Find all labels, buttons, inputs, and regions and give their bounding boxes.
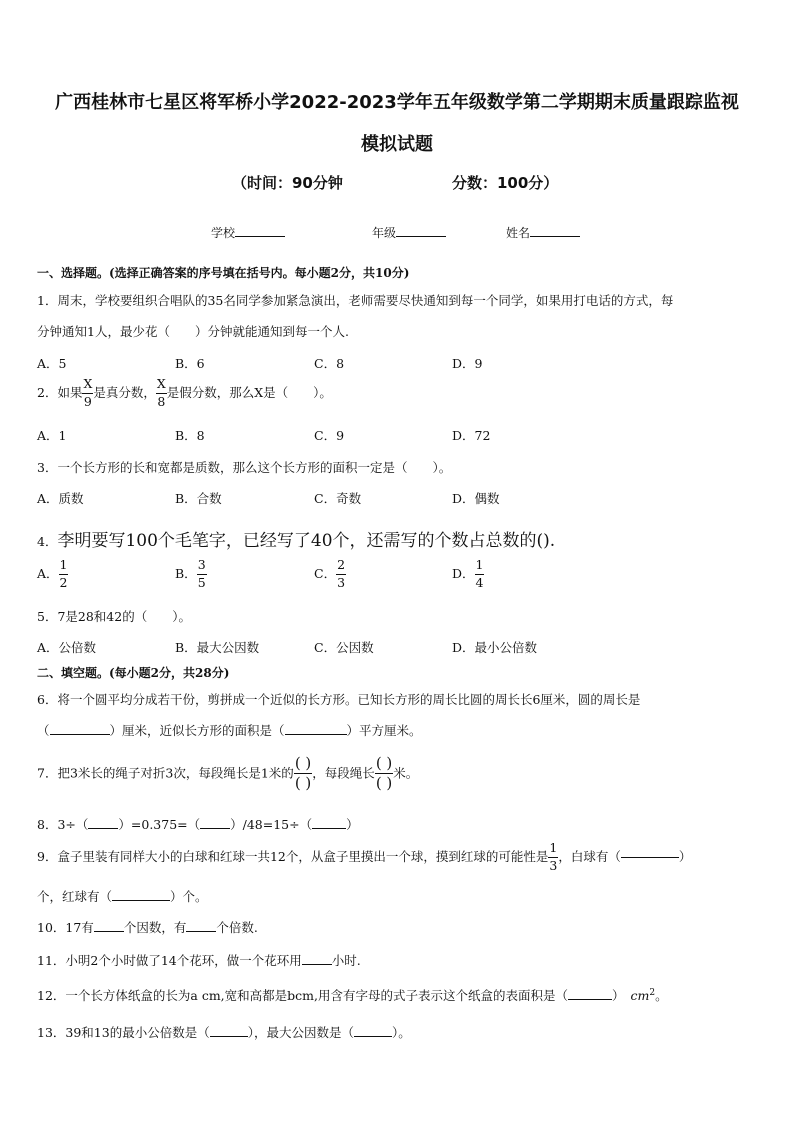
q2-fraction-2 [156, 378, 167, 408]
q6-line1: 6．将一个圆平均分成若干份，剪拼成一个近似的长方形。已知长方形的周长比圆的周长长6厘米，圆的周长是 [37, 692, 641, 707]
exam-title-line1: 广西桂林市七星区将军桥小学2022-2023学年五年级数学第二学期期末质量跟踪监视 [55, 92, 739, 113]
q1-option-b[interactable]: B．6 [175, 356, 205, 371]
q13-blank-1[interactable] [210, 1036, 248, 1037]
exam-title-line2: 模拟试题 [361, 134, 433, 155]
q4-a-num: 1 [59, 559, 69, 575]
q11-part-a: 11．小明2个小时做了14个花环，做一个花环用 [37, 953, 302, 968]
q3-option-a[interactable]: A．质数 [37, 491, 84, 506]
q2-f1-num: X [82, 378, 93, 394]
q1-option-c[interactable]: C．8 [314, 356, 345, 371]
grade-blank[interactable] [396, 236, 446, 237]
q9-blank-1[interactable] [621, 857, 679, 858]
name-blank[interactable] [530, 236, 580, 237]
exam-score: 分数：100分） [452, 174, 559, 192]
q10-blank-2[interactable] [186, 931, 216, 932]
q13-part-b: ），最大公因数是（ [247, 1025, 354, 1040]
q4-option-a[interactable] [37, 559, 68, 589]
q4-b-num: 3 [197, 559, 207, 575]
q7-fraction-1[interactable] [294, 756, 312, 791]
q8-part-a: 8．3÷（ [37, 817, 89, 832]
q6-paren-open: （ [37, 723, 50, 738]
q2-option-b[interactable]: B．8 [175, 428, 205, 443]
q7-f2-den: ( ) [375, 774, 393, 792]
q6-end: ）平方厘米。 [346, 723, 422, 738]
q7-f1-num: ( ) [294, 754, 312, 772]
q3-option-b[interactable]: B．合数 [175, 491, 222, 506]
name-label: 姓名 [506, 226, 531, 240]
q9-part-c: ） [678, 848, 692, 864]
q12-blank[interactable] [568, 999, 612, 1000]
q4-option-d-label: D． [452, 565, 475, 581]
q10-part-b: 个因数，有 [123, 920, 187, 935]
name-field [506, 224, 580, 241]
q4-number: 4． [37, 534, 58, 549]
q1-line2: 分钟通知1人，最少花（ ）分钟就能通知到每一个人. [37, 324, 349, 339]
school-field [211, 224, 285, 241]
q2-suffix: 是假分数，那么X是（ ）。 [166, 384, 332, 400]
q4-option-c-label: C． [314, 565, 337, 581]
q12-unit: cm [630, 988, 650, 1003]
q2-f2-den: 8 [157, 393, 166, 409]
grade-field [372, 224, 446, 241]
q2-fraction-1 [82, 378, 93, 408]
q5-option-a[interactable]: A．公倍数 [37, 640, 97, 655]
q13-blank-2[interactable] [354, 1036, 392, 1037]
q11-part-b: 小时. [331, 953, 361, 968]
q8-part-b: ）=0.375=（ [118, 817, 201, 832]
q12-end: 。 [655, 988, 668, 1003]
q4-d-den: 4 [475, 574, 484, 590]
q6-line2 [37, 721, 422, 739]
q9-part-a: 9．盒子里装有同样大小的白球和红球一共12个，从盒子里摸出一个球，摸到红球的可能性是 [37, 848, 549, 864]
q6-blank-2[interactable] [285, 734, 347, 735]
q9-blank-2[interactable] [112, 900, 170, 901]
q13-stem [37, 1023, 411, 1041]
q12-part-b: ） [612, 988, 625, 1003]
q10-part-c: 个倍数. [216, 920, 258, 935]
q4-c-den: 3 [337, 574, 346, 590]
q1-option-a[interactable]: A．5 [37, 356, 67, 371]
q3-option-d[interactable]: D．偶数 [452, 491, 500, 506]
q11-stem [37, 951, 361, 969]
q10-part-a: 10．17有 [37, 920, 94, 935]
q4-text: 李明要写100个毛笔字，已经写了40个，还需写的个数占总数的(). [57, 531, 556, 551]
q5-option-d[interactable]: D．最小公倍数 [452, 640, 538, 655]
q7-f1-den: ( ) [294, 774, 312, 792]
q9-f-num: 1 [548, 842, 558, 858]
q2-option-a[interactable]: A．1 [37, 428, 67, 443]
q9-line2 [37, 887, 208, 905]
q7-fraction-2[interactable] [375, 756, 393, 791]
q4-option-b-label: B． [175, 565, 197, 581]
q3-stem: 3．一个长方形的长和宽都是质数，那么这个长方形的面积一定是（ ）。 [37, 460, 452, 475]
q8-stem [37, 815, 359, 833]
q7-f2-num: ( ) [375, 754, 393, 772]
q1-option-d[interactable]: D．9 [452, 356, 483, 371]
q3-option-c[interactable]: C．奇数 [314, 491, 362, 506]
q4-option-a-fraction [59, 559, 69, 589]
q12-unit-exponent: 2 [649, 987, 656, 998]
q5-option-c[interactable]: C．公因数 [314, 640, 374, 655]
q8-part-d: ） [346, 817, 359, 832]
q9-part-b: ，白球有（ [558, 848, 621, 864]
q4-d-num: 1 [475, 559, 485, 575]
q13-part-c: ）。 [391, 1025, 411, 1040]
q11-blank[interactable] [302, 964, 332, 965]
q4-option-d[interactable] [452, 559, 484, 589]
q10-blank-1[interactable] [94, 931, 124, 932]
q9-line1 [37, 842, 691, 872]
q2-option-c[interactable]: C．9 [314, 428, 345, 443]
q4-option-d-fraction [475, 559, 485, 589]
q4-b-den: 5 [197, 574, 206, 590]
q4-c-num: 2 [336, 559, 346, 575]
q13-part-a: 13．39和13的最小公倍数是（ [37, 1025, 210, 1040]
q2-f2-num: X [156, 378, 167, 394]
school-label: 学校 [211, 226, 236, 240]
grade-label: 年级 [372, 226, 397, 240]
q4-option-b-fraction [197, 559, 207, 589]
q5-stem: 5．7是28和42的（ ）。 [37, 609, 191, 624]
q4-option-c[interactable] [314, 559, 346, 589]
school-blank[interactable] [235, 236, 285, 237]
q7-stem [37, 756, 418, 791]
q8-blank-2[interactable] [200, 828, 230, 829]
q12-part-a: 12．一个长方体纸盒的长为a cm,宽和高都是bcm,用含有字母的式子表示这个纸盒的表面积是（ [37, 988, 568, 1003]
q7-mid: ，每段绳长 [312, 765, 375, 781]
q10-stem [37, 918, 258, 936]
q5-option-b[interactable]: B．最大公因数 [175, 640, 260, 655]
q6-blank-1[interactable] [50, 734, 110, 735]
q2-mid: 是真分数， [93, 384, 156, 400]
q8-blank-3[interactable] [312, 828, 346, 829]
q8-blank-1[interactable] [88, 828, 118, 829]
q6-middle: ）厘米，近似长方形的面积是（ [109, 723, 285, 738]
q4-option-c-fraction [336, 559, 346, 589]
q9-part-e: ）个。 [170, 889, 208, 904]
q7-suffix: 米。 [393, 765, 419, 781]
q2-option-d[interactable]: D．72 [452, 428, 491, 443]
q4-stem [37, 526, 555, 551]
q4-option-b[interactable] [175, 559, 207, 589]
q9-fraction [548, 842, 558, 872]
q12-stem [37, 986, 668, 1004]
q4-option-a-label: A． [37, 565, 59, 581]
q9-f-den: 3 [549, 857, 558, 873]
section2-heading: 二、填空题。(每小题2分，共28分) [37, 666, 230, 680]
q2-stem [37, 378, 332, 408]
q4-a-den: 2 [59, 574, 68, 590]
exam-time: （时间：90分钟 [232, 174, 343, 192]
q8-part-c: ）/48=15÷（ [230, 817, 313, 832]
q2-f1-den: 9 [83, 393, 92, 409]
section1-heading: 一、选择题。(选择正确答案的序号填在括号内。每小题2分，共10分) [37, 266, 410, 280]
q1-line1: 1．周末，学校要组织合唱队的35名同学参加紧急演出，老师需要尽快通知到每一个同学，如果用打电话的方式，每 [37, 293, 674, 308]
q9-part-d: 个，红球有（ [37, 889, 113, 904]
q2-prefix: 2．如果 [37, 384, 83, 400]
q7-prefix: 7．把3米长的绳子对折3次，每段绳长是1米的 [37, 765, 294, 781]
